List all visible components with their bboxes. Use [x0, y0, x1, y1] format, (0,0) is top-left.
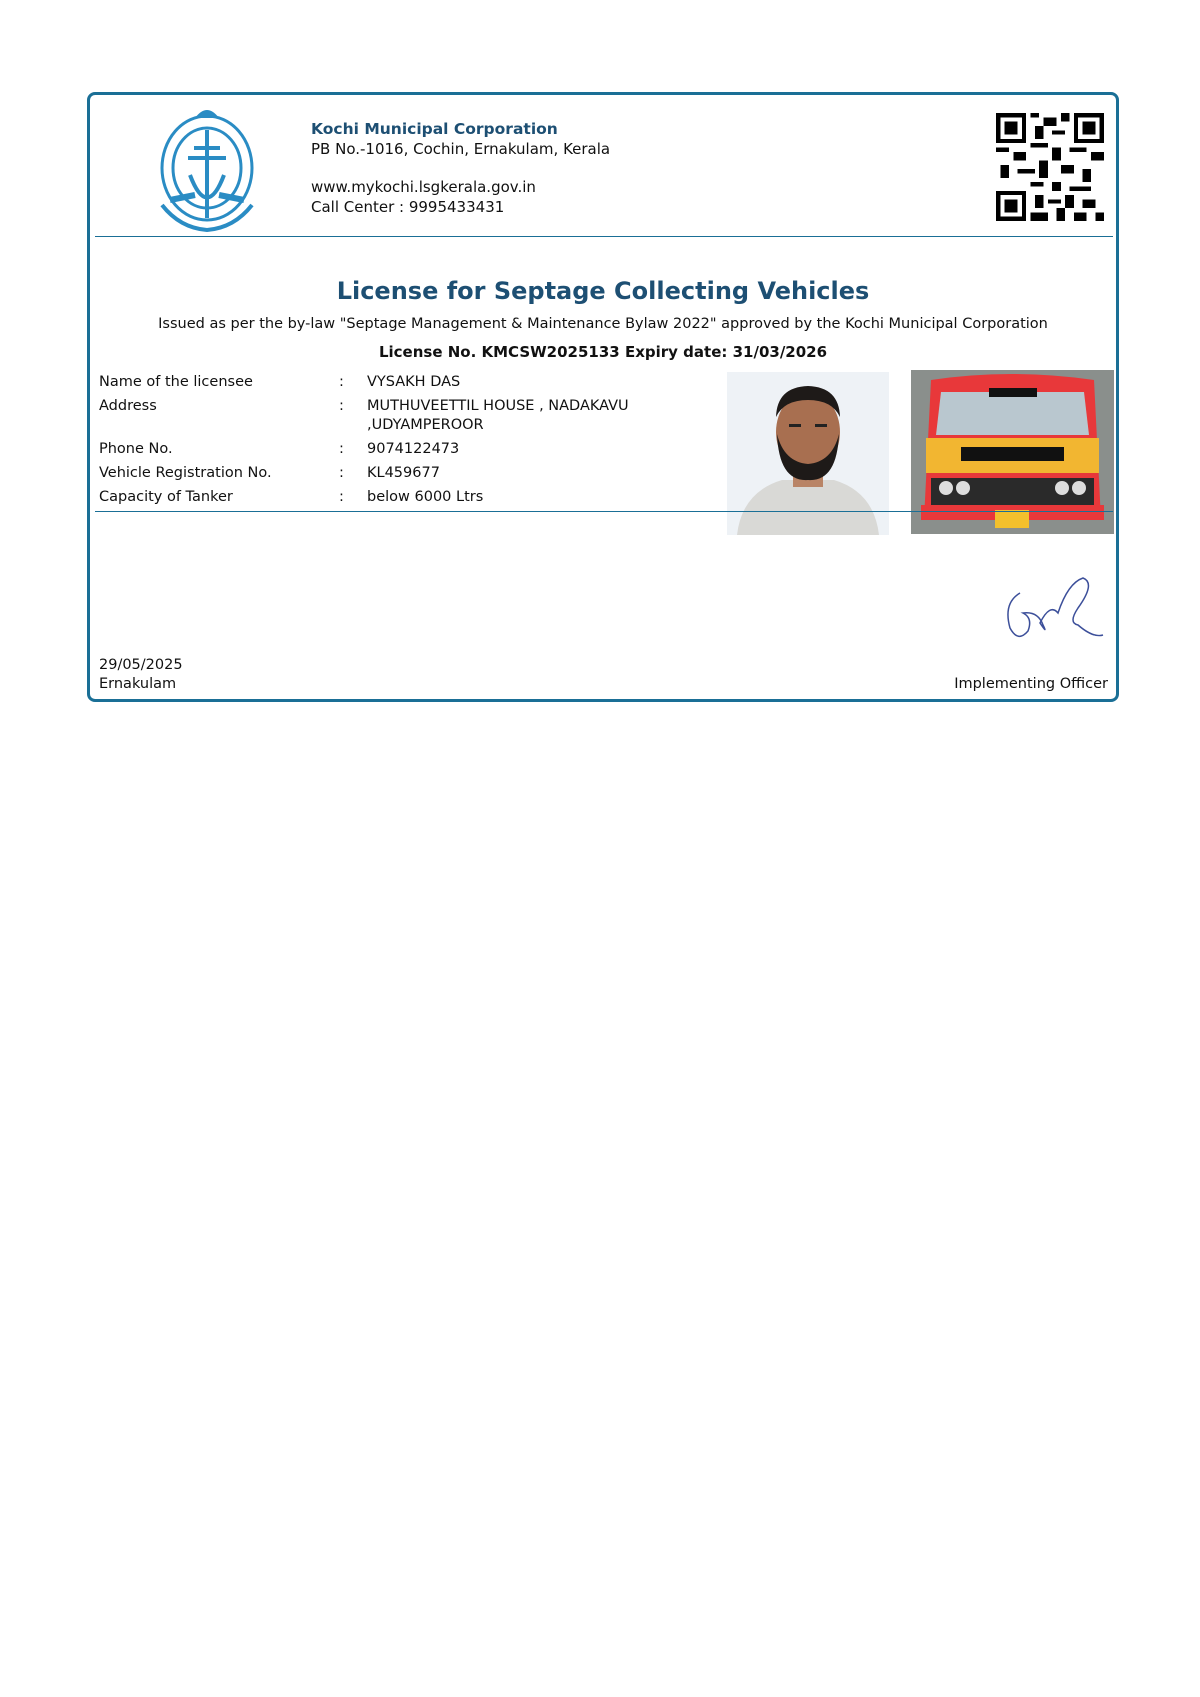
- field-row-address: [99, 397, 657, 435]
- org-name: Kochi Municipal Corporation: [311, 120, 558, 138]
- org-info: [311, 119, 610, 217]
- field-label: Vehicle Registration No.: [99, 465, 272, 481]
- field-label: Capacity of Tanker: [99, 489, 233, 505]
- field-row-vehicle-reg: [99, 464, 657, 483]
- issue-date: 29/05/2025: [99, 657, 183, 673]
- kochi-emblem-icon: [150, 100, 264, 235]
- org-address: PB No.-1016, Cochin, Ernakulam, Kerala: [311, 140, 611, 158]
- issue-place: Ernakulam: [99, 676, 177, 692]
- vehicle-photo: [911, 370, 1114, 534]
- field-separator: :: [339, 398, 344, 414]
- qr-code-icon: [996, 113, 1104, 221]
- header-divider: [95, 236, 1113, 237]
- field-separator: :: [339, 441, 344, 457]
- license-number: License No. KMCSW2025133 Expiry date: 31/03/2026: [378, 343, 828, 361]
- field-value: below 6000 Ltrs: [367, 489, 484, 505]
- field-separator: :: [339, 489, 344, 505]
- org-call-center: Call Center : 9995433431: [311, 198, 505, 216]
- field-value: KL459677: [367, 465, 440, 481]
- field-label: Name of the licensee: [99, 374, 253, 390]
- details-divider: [95, 511, 1113, 512]
- officer-signature: [998, 573, 1108, 653]
- document-subtitle: Issued as per the by-law "Septage Management & Maintenance Bylaw 2022" approved by the Kochi Municipal Corporation: [158, 316, 1048, 332]
- licensee-details: [99, 373, 657, 512]
- field-value: MUTHUVEETTIL HOUSE , NADAKAVU ,UDYAMPEROOR: [367, 398, 629, 433]
- license-card: [87, 92, 1119, 702]
- field-value: VYSAKH DAS: [367, 374, 461, 390]
- org-website: www.mykochi.lsgkerala.gov.in: [311, 178, 536, 196]
- field-value: 9074122473: [367, 441, 460, 457]
- field-row-name: [99, 373, 657, 392]
- field-separator: :: [339, 465, 344, 481]
- field-label: Address: [99, 398, 157, 414]
- signatory-title: Implementing Officer: [954, 676, 1108, 692]
- issue-info: [99, 656, 183, 694]
- field-label: Phone No.: [99, 441, 173, 457]
- field-row-capacity: [99, 488, 657, 507]
- field-row-phone: [99, 440, 657, 459]
- field-separator: :: [339, 374, 344, 390]
- document-title: License for Septage Collecting Vehicles: [336, 277, 870, 305]
